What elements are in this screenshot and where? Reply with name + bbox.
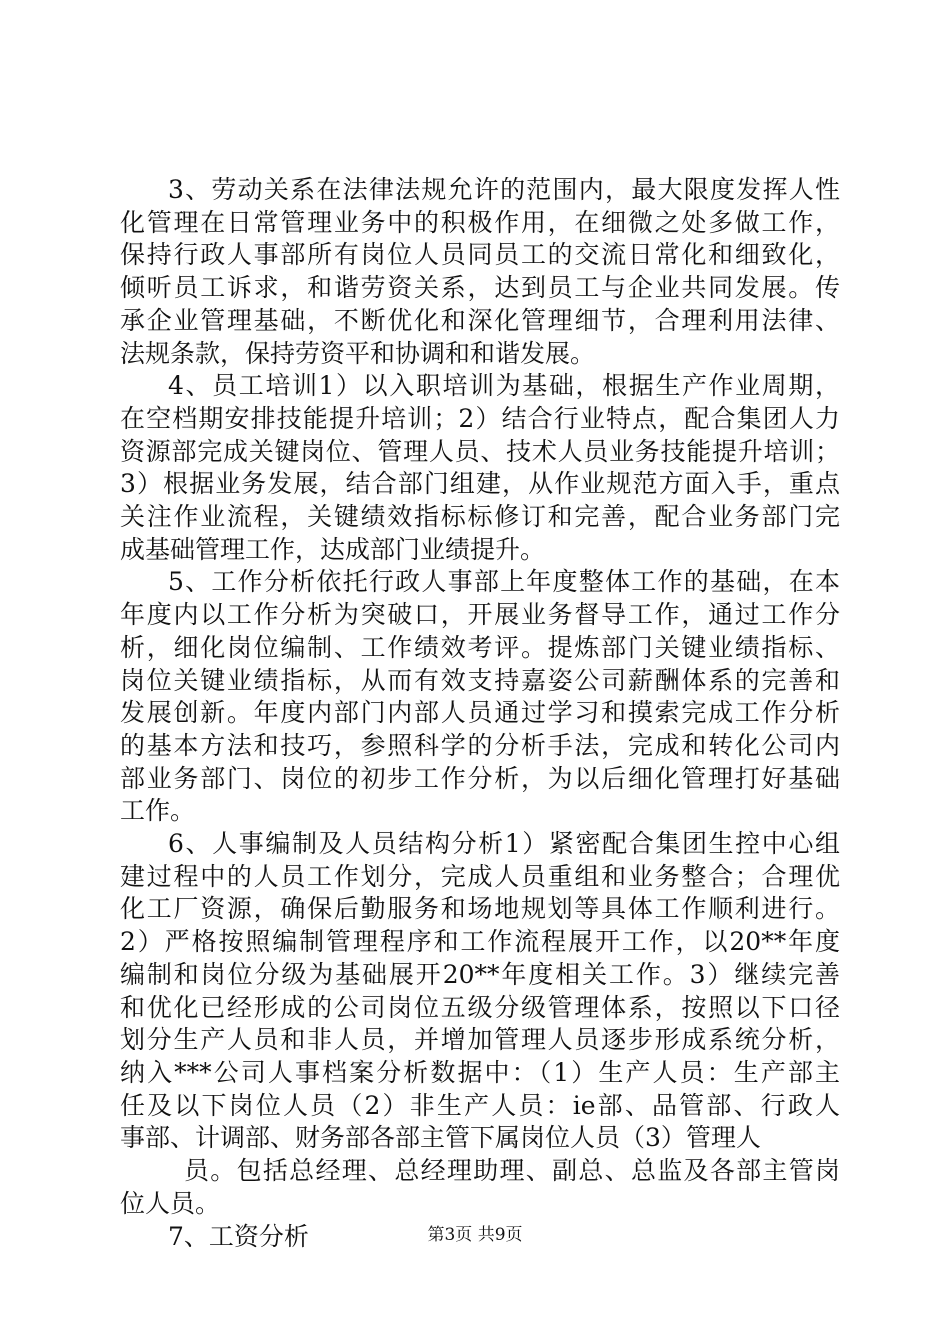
page-number-footer: 第3页 共9页 [427, 1225, 523, 1245]
text-line: 编制和岗位分级为基础展开20**年度相关工作。3）继续完善 [120, 959, 840, 989]
document-body [120, 174, 840, 1253]
text-line: 6、人事编制及人员结构分析1）紧密配合集团生控中心组 [168, 829, 840, 859]
text-line: 3、劳动关系在法律法规允许的范围内，最大限度发挥人性 [168, 175, 840, 204]
text-line: 2）严格按照编制管理程序和工作流程展开工作，以20**年度 [120, 927, 840, 957]
text-line: 的基本方法和技巧，参照科学的分析手法，完成和转化公司内 [120, 730, 840, 760]
text-line: 法规条款，保持劳资平和协调和和谐发展。 [120, 338, 596, 368]
text-line: 年度内以工作分析为突破口，开展业务督导工作，通过工作分 [120, 600, 840, 630]
text-line: 和优化已经形成的公司岗位五级分级管理体系，按照以下口径 [120, 992, 840, 1022]
text-line: 3）根据业务发展，结合部门组建，从作业规范方面入手，重点 [120, 469, 840, 499]
text-line: 关注作业流程，关键绩效指标标修订和完善，配合业务部门完 [120, 502, 840, 532]
text-line: 工作。 [120, 796, 196, 826]
text-line: 纳入***公司人事档案分析数据中：（1）生产人员：生产部主 [120, 1057, 840, 1087]
text-line: 位人员。 [120, 1188, 221, 1218]
text-line: 岗位关键业绩指标，从而有效支持嘉姿公司薪酬体系的完善和 [120, 665, 840, 695]
text-line: 部业务部门、岗位的初步工作分析，为以后细化管理打好基础 [120, 763, 840, 793]
text-line: 析，细化岗位编制、工作绩效考评。提炼部门关键业绩指标、 [120, 632, 840, 662]
text-line: 化工厂资源，确保后勤服务和场地规划等具体工作顺利进行。 [120, 894, 840, 924]
text-line: 5、工作分析依托行政人事部上年度整体工作的基础，在本 [168, 567, 840, 597]
text-line: 化管理在日常管理业务中的积极作用，在细微之处多做工作， [120, 207, 840, 237]
text-line: 保持行政人事部所有岗位人员同员工的交流日常化和细致化， [120, 240, 840, 270]
text-line: 事部、计调部、财务部各部主管下属岗位人员（3）管理人 [120, 1123, 761, 1153]
text-line: 建过程中的人员工作划分，完成人员重组和业务整合；合理优 [120, 861, 840, 891]
text-line: 4、员工培训1）以入职培训为基础，根据生产作业周期， [168, 371, 840, 401]
text-line: 7、工资分析 [168, 1221, 309, 1251]
text-line: 在空档期安排技能提升培训；2）结合行业特点，配合集团人力 [120, 403, 840, 433]
text-line: 划分生产人员和非人员，并增加管理人员逐步形成系统分析， [120, 1025, 840, 1055]
text-line: 倾听员工诉求，和谐劳资关系，达到员工与企业共同发展。传 [120, 273, 840, 303]
text-line: 员。包括总经理、总经理助理、副总、总监及各部主管岗 [184, 1156, 840, 1186]
text-line: 成基础管理工作，达成部门业绩提升。 [120, 534, 546, 564]
text-line: 任及以下岗位人员（2）非生产人员：ie部、品管部、行政人 [120, 1090, 840, 1120]
text-line: 发展创新。年度内部门内部人员通过学习和摸索完成工作分析 [120, 698, 840, 728]
text-line: 承企业管理基础，不断优化和深化管理细节，合理利用法律、 [120, 305, 840, 335]
text-line: 资源部完成关键岗位、管理人员、技术人员业务技能提升培训； [120, 436, 840, 466]
